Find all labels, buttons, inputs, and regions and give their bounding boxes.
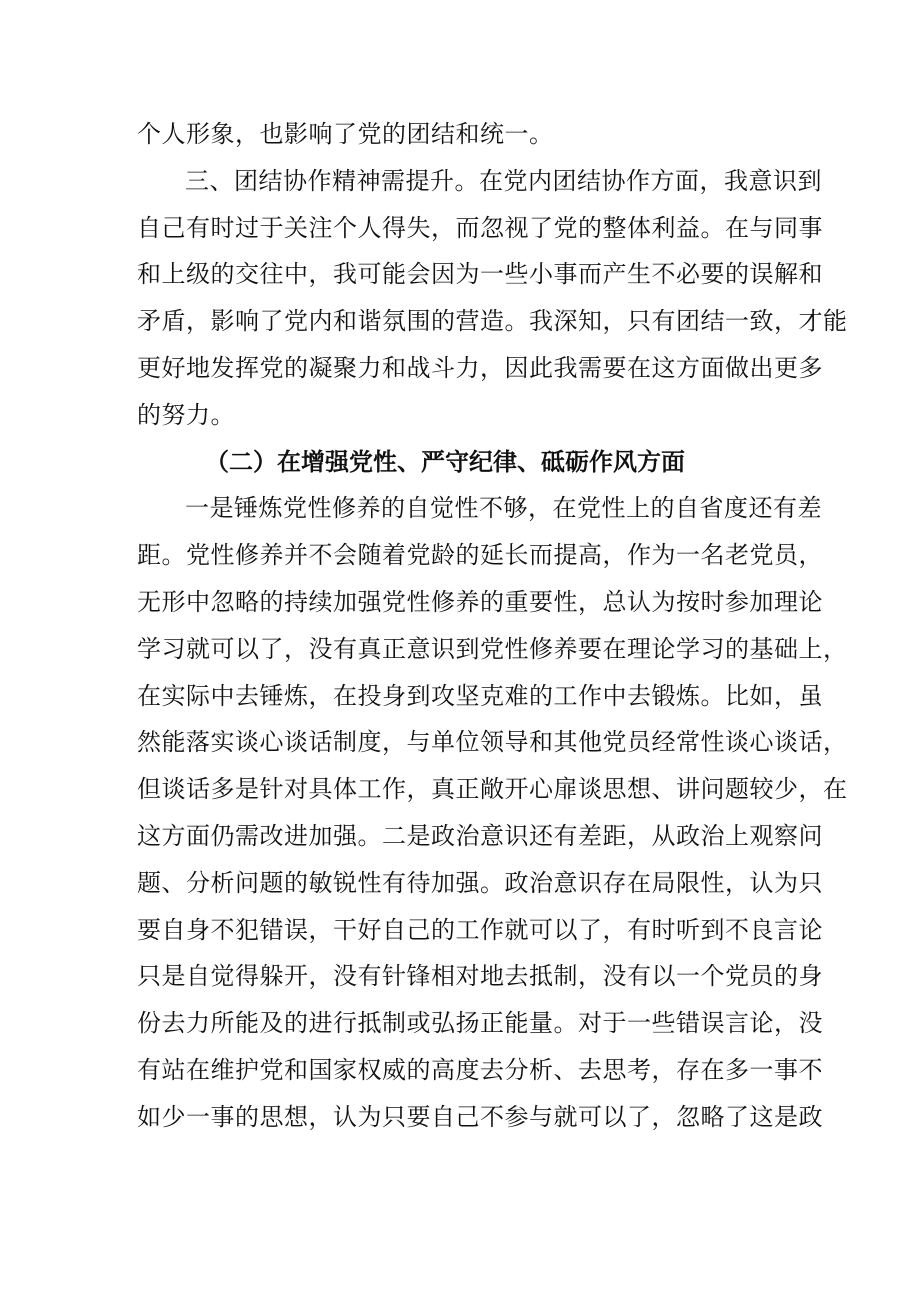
text-line: 一是锤炼党性修养的自觉性不够，在党性上的自省度还有差 xyxy=(185,494,822,523)
text-line: 份去力所能及的进行抵制或弘扬正能量。对于一些错误言论，没 xyxy=(137,1009,823,1038)
text-line: 这方面仍需改进加强。二是政治意识还有差距，从政治上观察问 xyxy=(137,821,823,850)
text-line: 然能落实谈心谈话制度，与单位领导和其他党员经常性谈心谈话， xyxy=(137,728,848,757)
text-line: 学习就可以了，没有真正意识到党性修养要在理论学习的基础上， xyxy=(137,634,848,663)
text-line: 自己有时过于关注个人得失，而忽视了党的整体利益。在与同事 xyxy=(137,213,823,242)
text-line: 矛盾，影响了党内和谐氛围的营造。我深知，只有团结一致，才能 xyxy=(137,307,848,336)
section-heading: （二）在增强党性、严守纪律、砥砺作风方面 xyxy=(205,447,685,476)
text-line: 题、分析问题的敏锐性有待加强。政治意识存在局限性，认为只 xyxy=(137,868,823,897)
text-line: 但谈话多是针对具体工作，真正敞开心扉谈思想、讲问题较少，在 xyxy=(137,775,848,804)
text-line: 三、团结协作精神需提升。在党内团结协作方面，我意识到 xyxy=(185,166,822,195)
text-line: 有站在维护党和国家权威的高度去分析、去思考，存在多一事不 xyxy=(137,1055,823,1084)
text-line: 如少一事的思想，认为只要自己不参与就可以了，忽略了这是政 xyxy=(137,1102,823,1131)
text-line: 和上级的交往中，我可能会因为一些小事而产生不必要的误解和 xyxy=(137,260,823,289)
text-line: 的努力。 xyxy=(137,400,235,429)
text-line: 更好地发挥党的凝聚力和战斗力，因此我需要在这方面做出更多 xyxy=(137,353,823,382)
text-line: 无形中忽略的持续加强党性修养的重要性，总认为按时参加理论 xyxy=(137,587,823,616)
text-line: 在实际中去锤炼，在投身到攻坚克难的工作中去锻炼。比如，虽 xyxy=(137,681,823,710)
text-line: 个人形象，也影响了党的团结和统一。 xyxy=(137,120,554,148)
document-body xyxy=(137,111,848,1141)
text-line: 距。党性修养并不会随着党龄的延长而提高，作为一名老党员， xyxy=(137,541,823,570)
text-line: 只是自觉得躲开，没有针锋相对地去抵制，没有以一个党员的身 xyxy=(137,962,823,991)
text-line: 要自身不犯错误，干好自己的工作就可以了，有时听到不良言论 xyxy=(137,915,823,944)
